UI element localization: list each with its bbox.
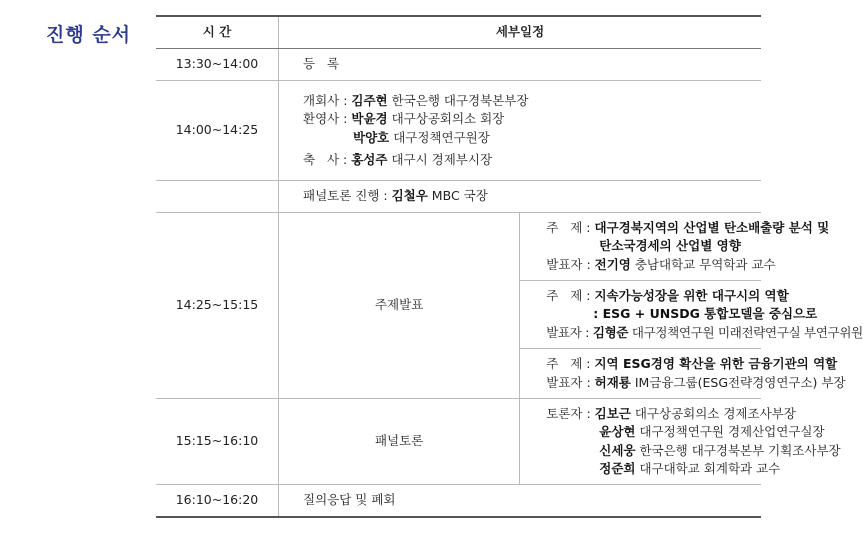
time-cell: 14:00~14:25 [156,81,279,181]
topic-line-2: 탄소국경세의 산업별 영향 [599,238,741,254]
presentation-2 [520,281,863,349]
header-time: 시 간 [156,16,279,49]
opening-cell [279,81,762,181]
panelist-line: 신세웅 한국은행 대구경북본부 기획조사부장 [599,442,841,458]
category-cell: 주제발표 [279,213,520,399]
table-row [156,81,761,181]
welcome-speech-line: 환영사 : 박윤경 대구상공회의소 회장 [303,111,505,127]
time-cell: 14:25~15:15 [156,213,279,399]
closing-cell: 질의응답 및 폐회 [279,485,762,517]
registration-cell: 등 록 [279,49,762,81]
time-cell: 15:15~16:10 [156,399,279,485]
panelists-cell [520,399,841,485]
welcome-speech-line-2: 박양호 대구정책연구원장 [353,129,490,145]
table-row [156,181,761,213]
presenter-line: 발표자 : 허재룡 IM금융그룹(ESG전략경영연구소) 부장 [546,374,846,390]
presentation-3 [520,349,846,399]
topic-line: 주 제 : 지속가능성장을 위한 대구시의 역할 [546,288,789,304]
topic-line: 주 제 : 지역 ESG경영 확산을 위한 금융기관의 역할 [546,356,838,372]
time-cell [156,181,279,213]
category-cell: 패널토론 [279,399,520,485]
schedule-table [156,15,863,518]
time-cell: 13:30~14:00 [156,49,279,81]
panelist-line: 정준희 대구대학교 회계학과 교수 [599,460,781,476]
panelist-line: 윤상현 대구정책연구원 경제산업연구실장 [599,424,825,440]
table-row [156,485,761,517]
moderator-cell: 패널토론 진행 : 김철우 MBC 국장 [279,181,762,213]
time-cell: 16:10~16:20 [156,485,279,517]
presenter-line: 발표자 : 전기영 충남대학교 무역학과 교수 [546,256,776,272]
presenter-line: 발표자 : 김형준 대구정책연구원 미래전략연구실 부연구위원 [546,324,863,340]
table-row [156,399,761,485]
topic-line: 주 제 : 대구경북지역의 산업별 탄소배출량 분석 및 [546,220,830,236]
header-schedule: 세부일정 [279,16,762,49]
congratulatory-speech-line: 축 사 : 홍성주 대구시 경제부시장 [303,151,493,167]
section-title: 진행 순서 [46,24,132,46]
topic-line-2: : ESG + UNSDG 통합모델을 중심으로 [593,306,818,322]
table-header-row [156,16,761,49]
panelist-line: 토론자 : 김보근 대구상공회의소 경제조사부장 [546,406,796,422]
opening-speech-line: 개회사 : 김주현 한국은행 대구경북본부장 [303,93,529,109]
presentation-1 [520,213,830,281]
table-row [156,49,761,81]
table-row [156,213,761,281]
